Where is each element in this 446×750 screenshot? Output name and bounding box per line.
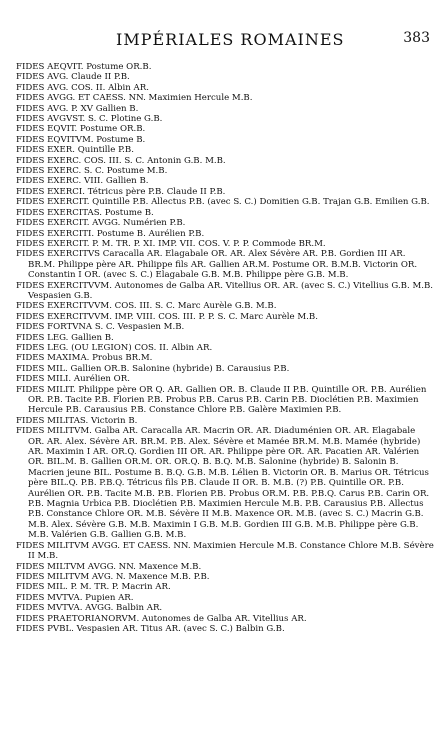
list-item: FIDES MILITVM AVGG. ET CAESS. NN. Maximien Hercule M.B. Constance Chlore M.B. Sévère II M.B. bbox=[16, 540, 434, 562]
list-item: FIDES EQVITVM. Postume B. bbox=[16, 134, 146, 145]
list-item: FIDES EXERCIT. Quintille P.B. Allectus P.B. (avec S. C.) Domitien G.B. Trajan G.B. Emilien G.B. bbox=[16, 197, 430, 208]
list-item: FIDES MVTVA. Pupien AR. bbox=[16, 592, 134, 603]
page-header bbox=[16, 30, 434, 52]
list-item: FIDES MILITAS. Victorin B. bbox=[16, 415, 138, 426]
list-item: FIDES PVBL. Vespasien AR. Titus AR. (avec S. C.) Balbin G.B. bbox=[16, 623, 285, 634]
entry-list bbox=[16, 62, 434, 634]
list-item: FIDES AEQVIT. Postume OR.B. bbox=[16, 62, 152, 72]
list-item: FIDES EXERC. VIII. Gallien B. bbox=[16, 176, 149, 187]
list-item: FIDES AVG. Claude II P.B. bbox=[16, 72, 130, 83]
list-item: FIDES EXERCIT. P. M. TR. P. XI. IMP. VII. COS. V. P. P. Commode BR.M. bbox=[16, 238, 326, 249]
document-page bbox=[16, 30, 434, 634]
list-item: FIDES LEG. Gallien B. bbox=[16, 332, 114, 343]
list-item: FIDES FORTVNA S. C. Vespasien M.B. bbox=[16, 322, 185, 333]
list-item: FIDES AVGG. ET CAESS. NN. Maximien Hercule M.B. bbox=[16, 93, 253, 104]
list-item: FIDES EXERCITVVM. COS. III. S. C. Marc Aurèle G.B. M.B. bbox=[16, 301, 277, 312]
list-item: FIDES MILITVM AVG. N. Maxence M.B. P.B. bbox=[16, 571, 210, 582]
page-number: 383 bbox=[403, 30, 430, 46]
list-item: FIDES EXERCITVVM. Autonomes de Galba AR. Vitellius OR. AR. (avec S. C.) Vitellius G.B. M.B. Vespasien G.B. bbox=[16, 280, 434, 301]
list-item: FIDES MILITVM. Galba AR. Caracalla AR. Macrin OR. AR. Diaduménien OR. AR. Elagabale OR. AR. Alex. Sévère AR. BR.M. P.B. Alex. Sévère et Mamée BR.M. M.B. Mamée (hybride) AR. Maximin I AR. OR.Q. Gordien III OR. AR. Philippe père OR. AR. Pacatien AR. Valérien OR. BIL.M. B. Gallien OR.M. OR. OR.Q. B. B.Q. M.B. Salonine (hybride) B. Salonin B. Macrien jeune BIL. Postume B. B.Q. G.B. M.B. Lélien B. Victorin OR. B. Marius OR. Tétricus père BIL.Q. P.B. P.B.Q. Tétricus fils P.B. Claude II OR. B. M.B. (?) P.B. Quintille OR. P.B. Aurélien OR. P.B. Tacite M.B. P.B. Florien P.B. Probus OR.M. P.B. P.B.Q. Carus P.B. Carin OR. P.B. Magnia Urbica P.B. Dioclétien P.B. Maximien Hercule M.B. P.B. Carausius P.B. Allectus P.B. Constance Chlore OR. M.B. Sévère II M.B. Maxence OR. M.B. (avec S. C.) Macrin G.B. M.B. Alex. Sévère G.B. M.B. Maximin I G.B. M.B. Gordien III G.B. M.B. Philippe père G.B. M.B. Valérien G.B. Gallien G.B. M.B. bbox=[16, 426, 430, 541]
list-item: FIDES EXERC. COS. III. S. C. Antonin G.B. M.B. bbox=[16, 155, 226, 166]
list-item: FIDES EXERCIT. AVGG. Numérien P.B. bbox=[16, 218, 186, 229]
list-item: FIDES MILIT. Philippe père OR Q. AR. Gallien OR. B. Claude II P.B. Quintille OR. P.B. Aurélien OR. P.B. Tacite P.B. Florien P.B. Probus P.B. Carus P.B. Carin P.B. Dioclétien P.B. Maximien Hercule P.B. Carausius P.B. Constance Chlore P.B. Galère Maximien P.B. bbox=[16, 384, 427, 416]
list-item: FIDES EXERCITVVM. IMP. VIII. COS. III. P. P. S. C. Marc Aurèle M.B. bbox=[16, 311, 318, 322]
list-item: FIDES PRAETORIANORVM. Autonomes de Galba AR. Vitellius AR. bbox=[16, 613, 307, 624]
list-item: FIDES MAXIMA. Probus BR.M. bbox=[16, 353, 153, 364]
list-item: FIDES AVG. COS. II. Albin AR. bbox=[16, 82, 149, 93]
list-item: FIDES AVG. P. XV Gallien B. bbox=[16, 103, 139, 114]
list-item: FIDES MVTVA. AVGG. Balbin AR. bbox=[16, 603, 163, 614]
list-item: FIDES EXERCITVS Caracalla AR. Elagabale OR. AR. Alex Sévère AR. P.B. Gordien III AR. BR.M. Philippe père AR. Philippe fils AR. Gallien AR.M. Postume OR. B.M.B. Victorin OR. Constantin I OR. (avec S. C.) Elagabale G.B. M.B. Philippe père G.B. M.B. bbox=[16, 249, 418, 281]
list-item: FIDES EXERC. S. C. Postume M.B. bbox=[16, 166, 168, 177]
list-item: FIDES MIL. Gallien OR.B. Salonine (hybride) B. Carausius P.B. bbox=[16, 363, 290, 374]
list-item: FIDES EXERCI. Tétricus père P.B. Claude II P.B. bbox=[16, 186, 226, 197]
list-item: FIDES MILI. Aurélien OR. bbox=[16, 374, 130, 385]
list-item: FIDES EXERCITI. Postume B. Aurélien P.B. bbox=[16, 228, 205, 239]
list-item: FIDES EXER. Quintille P.B. bbox=[16, 145, 134, 156]
list-item: FIDES AVGVST. S. C. Plotine G.B. bbox=[16, 114, 163, 125]
page-title: IMPÉRIALES ROMAINES bbox=[116, 30, 345, 49]
list-item: FIDES LEG. (OU LEGION) COS. II. Albin AR. bbox=[16, 342, 213, 353]
list-item: FIDES EQVIT. Postume OR.B. bbox=[16, 124, 146, 135]
list-item: FIDES MIL. P. M. TR. P. Macrin AR. bbox=[16, 582, 171, 593]
list-item: FIDES EXERCITAS. Postume B. bbox=[16, 207, 154, 218]
list-item: FIDES MILTVM AVGG. NN. Maxence M.B. bbox=[16, 561, 202, 572]
